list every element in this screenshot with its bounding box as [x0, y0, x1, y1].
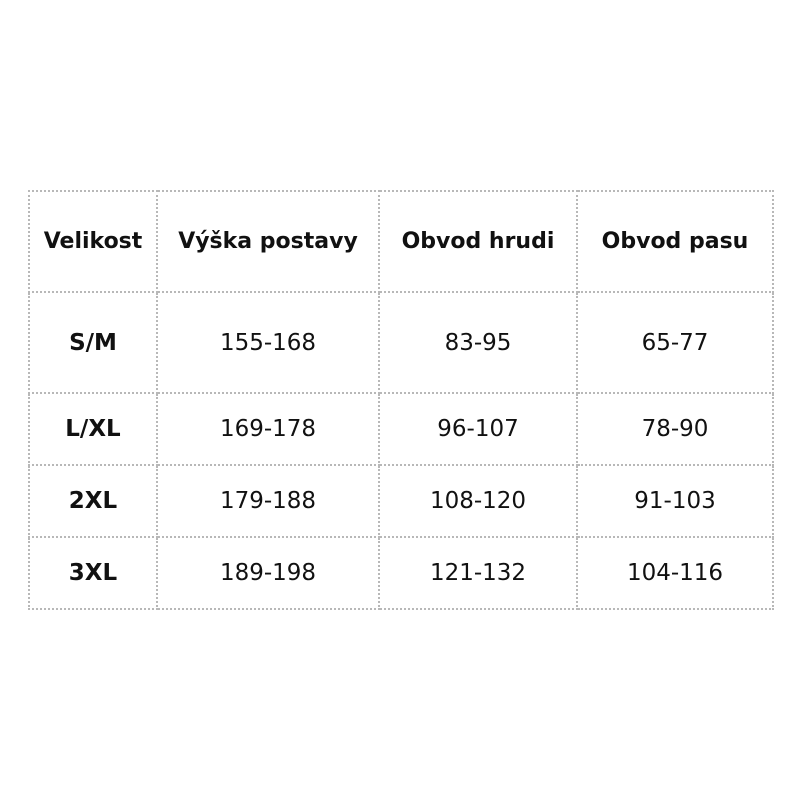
chest-cell: 121-132: [379, 537, 577, 609]
height-cell: 155-168: [157, 292, 379, 393]
waist-cell: 104-116: [577, 537, 773, 609]
header-velikost: Velikost: [29, 191, 157, 292]
table-header-row: [29, 191, 773, 292]
size-cell: S/M: [29, 292, 157, 393]
waist-cell: 91-103: [577, 465, 773, 537]
waist-cell: 78-90: [577, 393, 773, 465]
chest-cell: 108-120: [379, 465, 577, 537]
chest-cell: 96-107: [379, 393, 577, 465]
header-obvod-pasu: Obvod pasu: [577, 191, 773, 292]
height-cell: 189-198: [157, 537, 379, 609]
table-row: [29, 393, 773, 465]
table-row: [29, 292, 773, 393]
height-cell: 169-178: [157, 393, 379, 465]
table-row: [29, 537, 773, 609]
waist-cell: 65-77: [577, 292, 773, 393]
size-table: [28, 190, 774, 610]
size-cell: 2XL: [29, 465, 157, 537]
chest-cell: 83-95: [379, 292, 577, 393]
size-cell: 3XL: [29, 537, 157, 609]
header-obvod-hrudi: Obvod hrudi: [379, 191, 577, 292]
header-vyska-postavy: Výška postavy: [157, 191, 379, 292]
height-cell: 179-188: [157, 465, 379, 537]
table-row: [29, 465, 773, 537]
size-cell: L/XL: [29, 393, 157, 465]
